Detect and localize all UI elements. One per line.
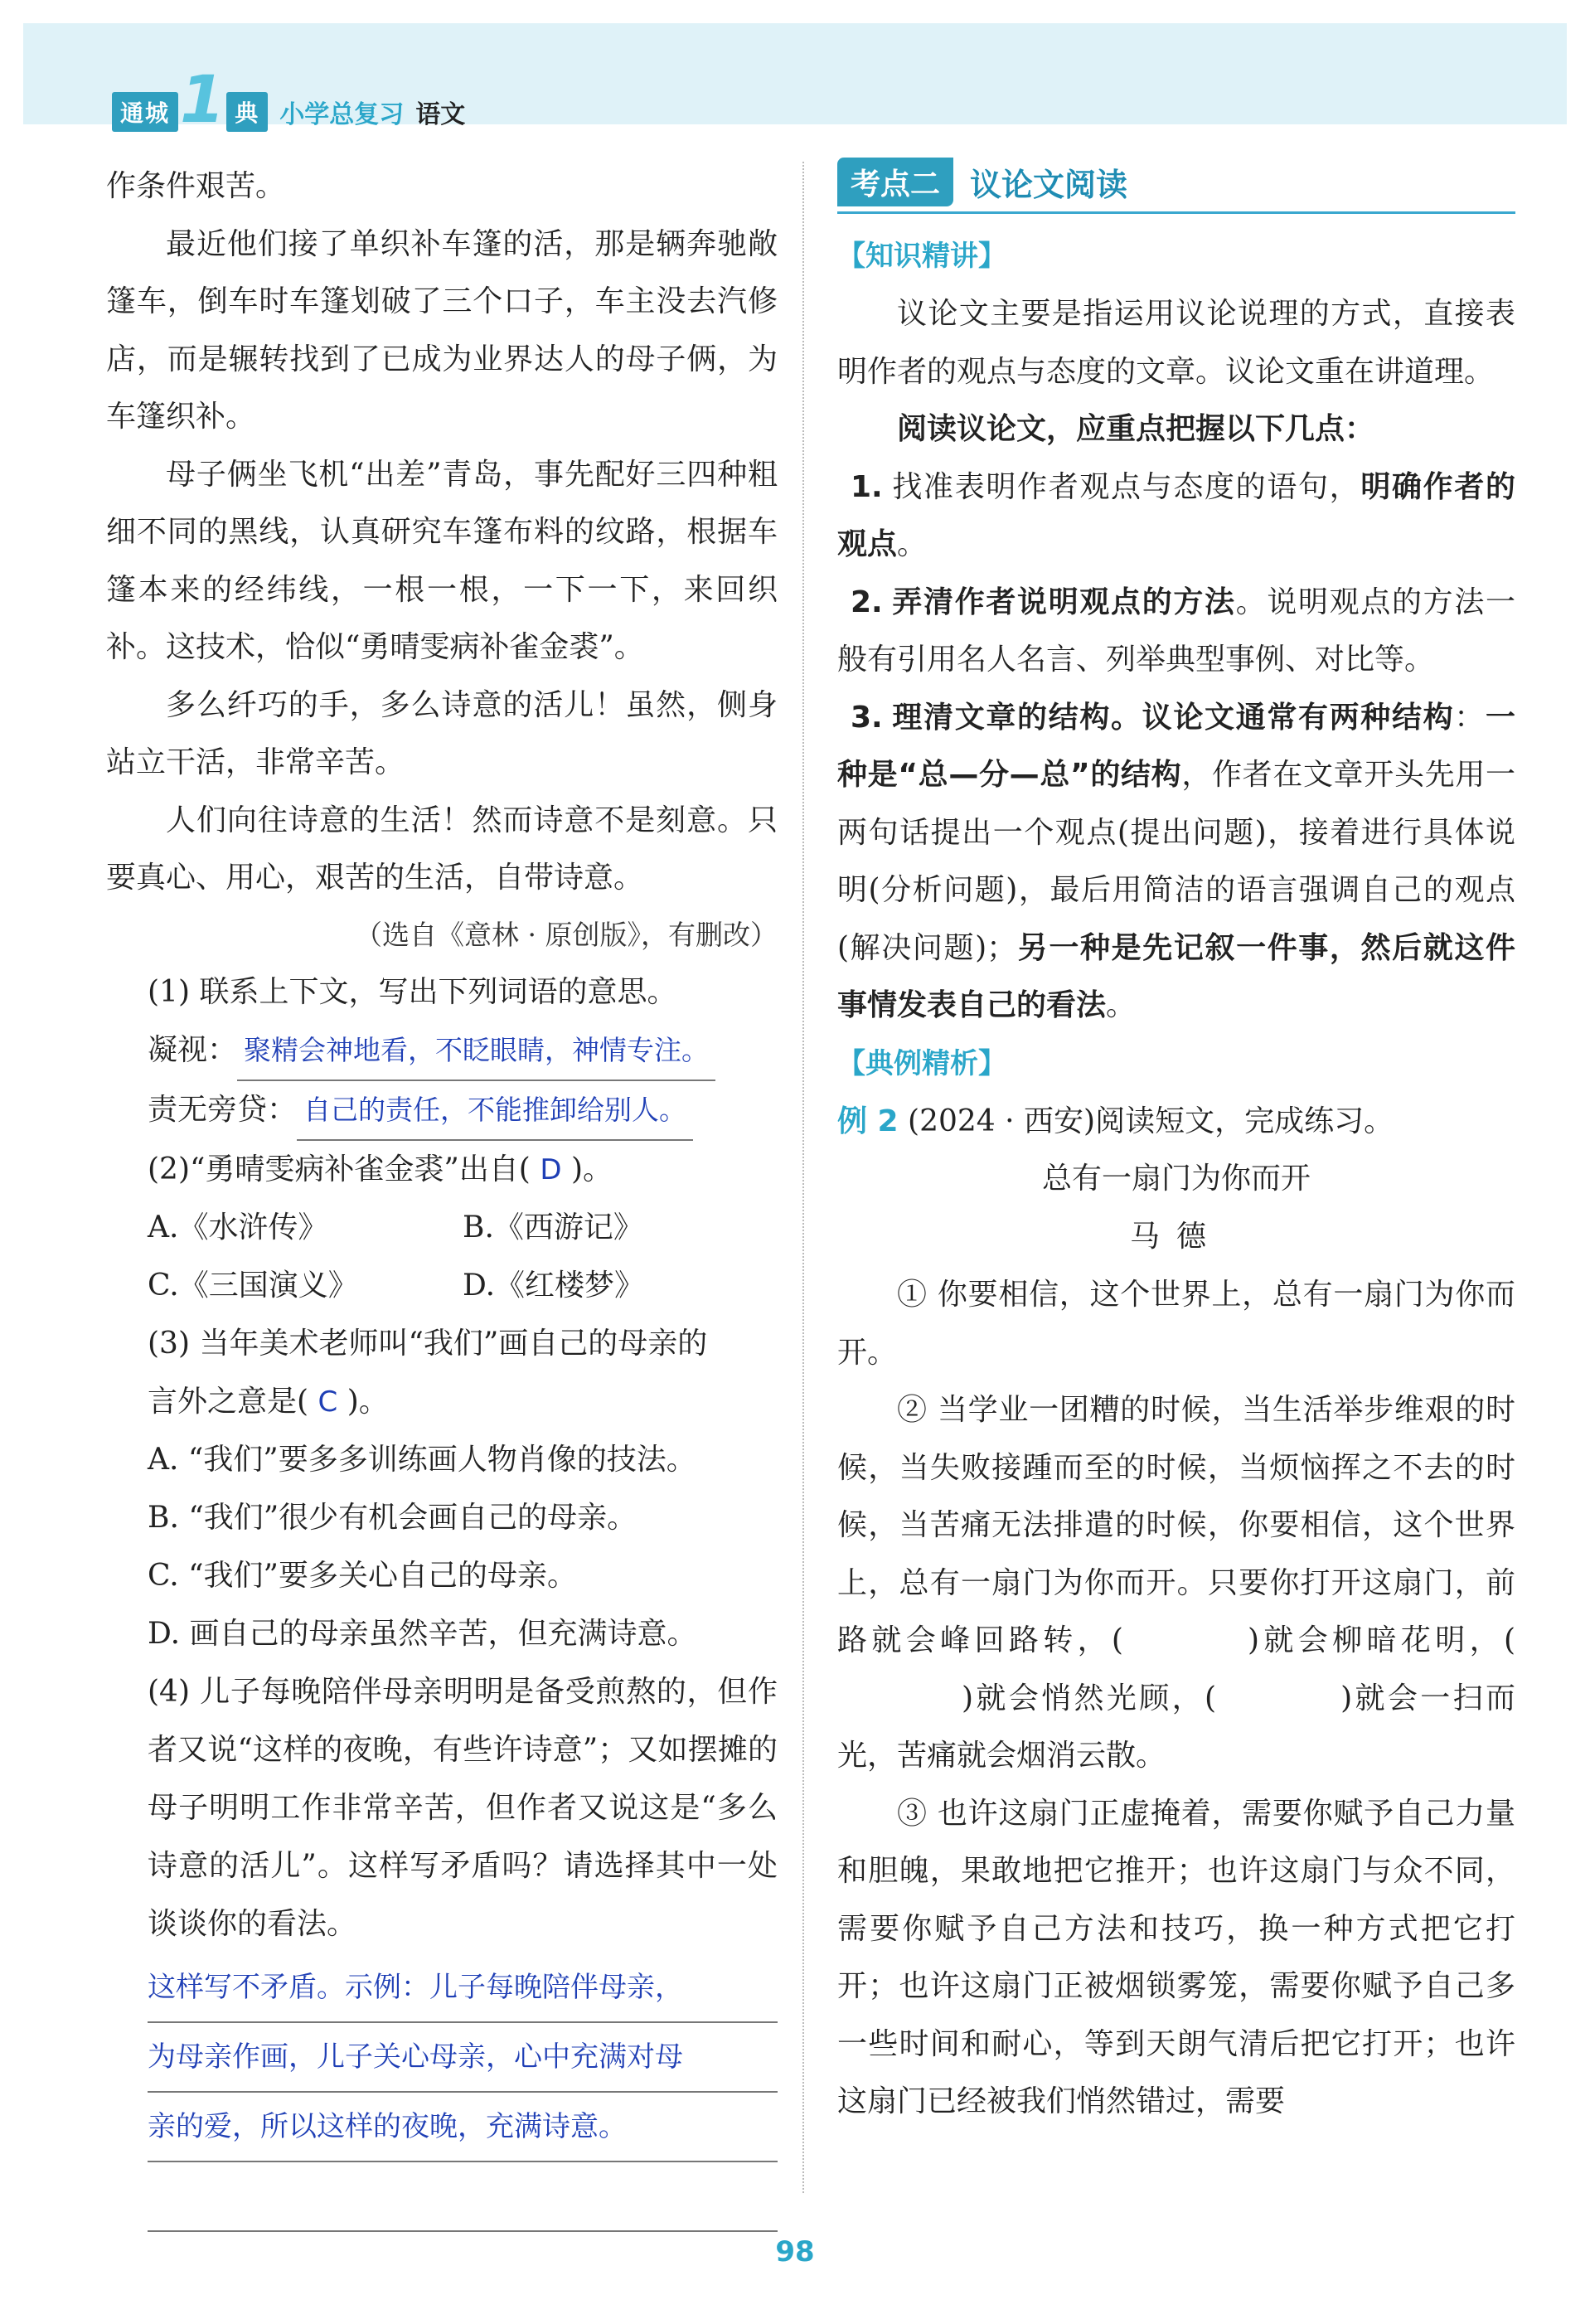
book-subject: 语文 bbox=[415, 100, 466, 129]
option-d: D. 画自己的母亲虽然辛苦，但充满诗意。 bbox=[148, 1616, 697, 1651]
point-2 bbox=[837, 574, 1515, 689]
paragraph-text: )就会柳暗花明，( bbox=[1247, 1623, 1516, 1657]
answer-row-ningshi bbox=[148, 1021, 778, 1081]
options-row bbox=[148, 1199, 778, 1257]
paragraph: 议论文主要是指运用议论说理的方式，直接表明作者的观点与态度的文章。议论文重在讲道理。 bbox=[837, 297, 1515, 389]
brand-box: 通城 bbox=[112, 92, 178, 132]
point-3 bbox=[837, 689, 1515, 1035]
point-text: 。说明观点的方法一般有引用名人名言、列举典型事例、对比等。 bbox=[837, 585, 1515, 677]
example-tag: 例 2 bbox=[837, 1104, 899, 1138]
options-row bbox=[148, 1257, 778, 1315]
point-text: 。 bbox=[897, 527, 928, 561]
answer-line: 亲的爱，所以这样的夜晚，充满诗意。 bbox=[148, 2093, 778, 2162]
option-d: D.《红楼梦》 bbox=[463, 1268, 645, 1303]
article-paragraph-3: ③ 也许这扇门正虚掩着，需要你赋予自己力量和胆魄，果敢地把它推开；也许这扇门与众不同，需要你赋予自己方法和技巧，换一种方式把它打开；也许这扇门正被烟锁雾笼，需要你赋予自己多一些时间和耐心，等到天朗气清后把它打开；也许这扇门已经被我们悄然错过，需要 bbox=[837, 1796, 1515, 2118]
brand-box-2: 典 bbox=[226, 92, 268, 132]
empty-answer-line[interactable] bbox=[148, 2162, 778, 2232]
answer-line: 为母亲作画，儿子关心母亲，心中充满对母 bbox=[148, 2023, 778, 2093]
point-1 bbox=[837, 458, 1515, 574]
question-4: (4) 儿子每晚陪伴母亲明明是备受煎熬的，但作者又说“这样的夜晚，有些许诗意”；又如摆摊的母子明明工作非常辛苦，但作者又说这是“多么诗意的活儿”。这样写矛盾吗？请选择其中一处谈谈你的看法。 bbox=[148, 1674, 778, 1941]
example-label: 【典例精析】 bbox=[837, 1046, 1006, 1080]
question-1: (1) 联系上下文，写出下列词语的意思。 bbox=[148, 974, 677, 1009]
article-title: 总有一扇门为你而开 bbox=[1041, 1162, 1311, 1196]
point-text: 。 bbox=[1106, 988, 1137, 1022]
paragraph: 母子俩坐飞机“出差”青岛，事先配好三四种粗细不同的黑线，认真研究车篷布料的纹路，根据车篷本来的经纬线，一根一根，一下一下，来回织补。这技术，恰似“勇晴雯病补雀金裘”。 bbox=[106, 457, 778, 664]
answer-line: 这样写不矛盾。示例：儿子每晚陪伴母亲， bbox=[148, 1953, 778, 2023]
source-note: （选自《意林 · 原创版》，有删改） bbox=[355, 918, 778, 951]
brand-logo bbox=[112, 63, 466, 138]
point-bold: 理清文章的结构。议论文通常有两种结构 bbox=[890, 700, 1455, 735]
question-3: (3) 当年美术老师叫“我们”画自己的母亲的 bbox=[148, 1326, 708, 1361]
question-text: (2)“勇晴雯病补雀金裘”出自( bbox=[148, 1152, 531, 1186]
answer-row-zewupangdai bbox=[148, 1081, 778, 1141]
point-bold: 弄清作者说明观点的方法 bbox=[890, 585, 1236, 619]
paragraph: 作条件艰苦。 bbox=[106, 169, 286, 203]
paragraph-text: )就会一扫而光，苦痛就会烟消云散。 bbox=[837, 1681, 1516, 1773]
option-b: B.《西游记》 bbox=[463, 1210, 643, 1244]
left-column bbox=[106, 158, 778, 2232]
paragraph-text: ② 当学业一团糟的时候，当生活举步维艰的时候，当失败接踵而至的时候，当烦恼挥之不去的时候，当苦痛无法排遣的时候，你要相信，这个世界上，总有一扇门为你而开。只要你打开这扇门，前路就会峰回路转，( bbox=[837, 1393, 1515, 1657]
point-number: 3. bbox=[851, 700, 883, 735]
question-text: )。 bbox=[347, 1384, 389, 1419]
book-subtitle: 小学总复习 bbox=[279, 100, 405, 129]
brand-one: 1 bbox=[180, 63, 225, 138]
option-a: A.《水浒传》 bbox=[148, 1210, 328, 1244]
answer-block[interactable] bbox=[148, 1953, 778, 2162]
choice-answer[interactable]: D bbox=[540, 1152, 562, 1186]
article-author: 马德 bbox=[1129, 1220, 1223, 1254]
point-text: ，作者在文章开头先用一两句话提出一个观点(提出问题)，接着进行具体说明(分析问题)，最后用简洁的语言强调自己的观点(解决问题)； bbox=[837, 758, 1515, 965]
answer-field[interactable]: 自己的责任，不能推卸给别人。 bbox=[297, 1081, 693, 1141]
point-bold: 另一种是先记叙一件事，然后就这件事情发表自己的看法 bbox=[837, 930, 1515, 1022]
term-label: 凝视： bbox=[148, 1032, 238, 1067]
example-text: (2024 · 西安)阅读短文，完成练习。 bbox=[908, 1104, 1394, 1138]
paragraph: 多么纤巧的手，多么诗意的活儿！虽然，侧身站立干活，非常辛苦。 bbox=[106, 687, 778, 779]
term-label: 责无旁贷： bbox=[148, 1092, 298, 1127]
point-bold: 明确作者的观点 bbox=[837, 469, 1515, 561]
right-column bbox=[837, 158, 1515, 2131]
paragraph-text: )就会悄然光顾，( bbox=[962, 1681, 1217, 1715]
option-a: A. “我们”要多多训练画人物肖像的技法。 bbox=[148, 1442, 696, 1477]
question-text: 言外之意是( bbox=[148, 1384, 309, 1419]
question-3-cont bbox=[148, 1373, 778, 1431]
answer-field[interactable]: 聚精会神地看，不眨眼睛，神情专注。 bbox=[237, 1021, 715, 1081]
section-title: 议论文阅读 bbox=[970, 167, 1128, 203]
question-2 bbox=[148, 1141, 778, 1199]
article-paragraph-2 bbox=[837, 1381, 1515, 1785]
article-paragraph-1: ① 你要相信，这个世界上，总有一扇门为你而开。 bbox=[837, 1278, 1515, 1370]
point-bold: 一种是“总—分—总”的结构 bbox=[837, 700, 1515, 792]
question-text: )。 bbox=[570, 1152, 613, 1186]
point-number: 2. bbox=[851, 585, 883, 619]
option-c: C.《三国演义》 bbox=[148, 1268, 358, 1303]
paragraph: 人们向往诗意的生活！然而诗意不是刻意。只要真心、用心，艰苦的生活，自带诗意。 bbox=[106, 803, 778, 895]
paragraph: 最近他们接了单织补车篷的活，那是辆奔驰敞篷车，倒车时车篷划破了三个口子，车主没去汽修店，而是辗转找到了已成为业界达人的母子俩，为车篷织补。 bbox=[106, 226, 778, 434]
example-intro bbox=[837, 1093, 1515, 1151]
point-text: 找准表明作者观点与态度的语句， bbox=[890, 469, 1361, 504]
section-header bbox=[837, 158, 1515, 214]
knowledge-label: 【知识精讲】 bbox=[837, 240, 1006, 273]
choice-answer[interactable]: C bbox=[318, 1385, 338, 1419]
column-divider bbox=[802, 162, 804, 2193]
section-tag: 考点二 bbox=[837, 158, 953, 206]
option-b: B. “我们”很少有机会画自己的母亲。 bbox=[148, 1500, 637, 1535]
point-number: 1. bbox=[851, 469, 883, 504]
page-number: 98 bbox=[775, 2235, 815, 2268]
point-text: ： bbox=[1454, 700, 1486, 735]
paragraph: 阅读议论文，应重点把握以下几点： bbox=[897, 412, 1375, 446]
option-c: C. “我们”要多关心自己的母亲。 bbox=[148, 1558, 577, 1593]
